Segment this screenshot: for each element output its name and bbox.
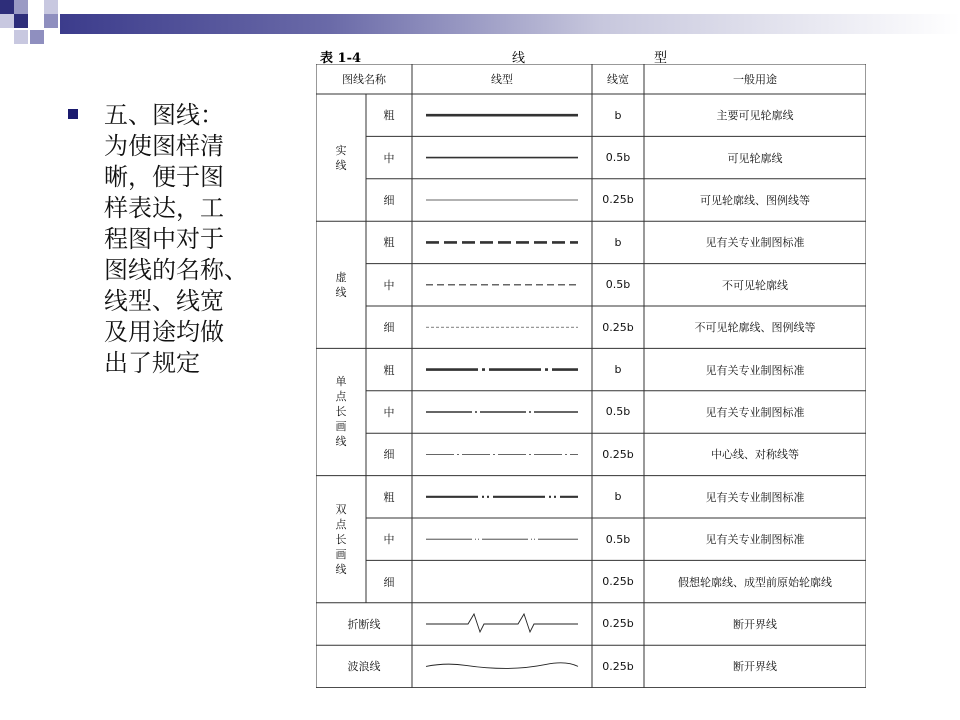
single-name: 折断线: [347, 617, 381, 631]
row-usage: 见有关专业制图标准: [705, 236, 805, 250]
row-sub-name: 细: [383, 321, 395, 335]
row-usage: 可见轮廓线、图例线等: [700, 193, 810, 207]
decor-square-9: [44, 14, 58, 28]
decor-square-1: [0, 0, 14, 14]
row-sub-name: 中: [383, 405, 395, 419]
row-width: 0.25b: [602, 575, 634, 589]
row-sub-name: 细: [383, 448, 395, 462]
bullet-square-icon: [68, 109, 78, 119]
bullet-text: 五、图线： 为使图样清 晰，便于图 样表达，工 程图中对于 图线的名称、 线型、线宽 及用途均做 出了规定: [104, 101, 248, 377]
row-sub-name: 粗: [383, 490, 395, 504]
row-usage: 见有关专业制图标准: [705, 490, 805, 504]
header-gradient-bar: [60, 14, 960, 34]
row-width: 0.5b: [605, 405, 631, 419]
decor-square-4: [0, 14, 14, 28]
decor-square-2: [14, 0, 28, 14]
decor-square-6: [30, 14, 44, 28]
row-width: 0.25b: [602, 320, 634, 334]
row-width: b: [614, 235, 622, 249]
row-width: b: [614, 363, 622, 377]
decor-square-8: [30, 30, 44, 44]
header-type: 线型: [491, 73, 513, 86]
row-width: 0.5b: [605, 278, 631, 292]
row-width: b: [614, 490, 622, 504]
line-type-table: [316, 64, 866, 688]
row-width: 0.5b: [605, 151, 631, 165]
row-sub-name: 中: [383, 278, 395, 292]
table-title-right: 型: [654, 51, 668, 66]
table-title-left: 线: [512, 51, 526, 66]
row-width: 0.5b: [605, 532, 631, 546]
header-width: 线宽: [607, 73, 629, 86]
row-usage: 见有关专业制图标准: [705, 405, 805, 419]
row-sub-name: 中: [383, 533, 395, 547]
line-sample-break: [426, 614, 578, 632]
row-usage: 可见轮廓线: [727, 151, 783, 165]
row-sub-name: 粗: [383, 236, 395, 250]
decor-square-3: [44, 0, 58, 14]
row-sub-name: 细: [383, 575, 395, 589]
row-usage: 主要可见轮廓线: [716, 109, 794, 123]
row-width: 0.25b: [602, 193, 634, 207]
single-width: 0.25b: [602, 659, 634, 673]
row-sub-name: 中: [383, 151, 395, 165]
row-usage: 见有关专业制图标准: [705, 363, 805, 377]
table-label: 表 1-4: [320, 51, 362, 66]
row-usage: 不可见轮廓线、图例线等: [694, 321, 816, 335]
single-name: 波浪线: [347, 660, 381, 674]
decor-square-5: [14, 14, 28, 28]
single-width: 0.25b: [602, 617, 634, 631]
group-name: 实 线: [335, 143, 347, 172]
single-usage: 断开界线: [733, 617, 777, 631]
single-usage: 断开界线: [733, 660, 777, 674]
group-name: 虚 线: [335, 270, 347, 299]
group-name: 单 点 长 画 线: [335, 375, 347, 449]
group-name: 双 点 长 画 线: [335, 502, 347, 576]
row-usage: 不可见轮廓线: [722, 278, 788, 292]
row-usage: 见有关专业制图标准: [705, 533, 805, 547]
header-name: 图线名称: [342, 73, 386, 86]
row-width: 0.25b: [602, 447, 634, 461]
row-usage: 假想轮廓线、成型前原始轮廓线: [678, 575, 832, 589]
row-sub-name: 粗: [383, 109, 395, 123]
row-sub-name: 粗: [383, 363, 395, 377]
line-sample-wave: [426, 663, 578, 669]
header-usage: 一般用途: [733, 73, 777, 86]
row-sub-name: 细: [383, 193, 395, 207]
decor-square-7: [14, 30, 28, 44]
row-usage: 中心线、对称线等: [711, 448, 799, 462]
row-width: b: [614, 108, 622, 122]
